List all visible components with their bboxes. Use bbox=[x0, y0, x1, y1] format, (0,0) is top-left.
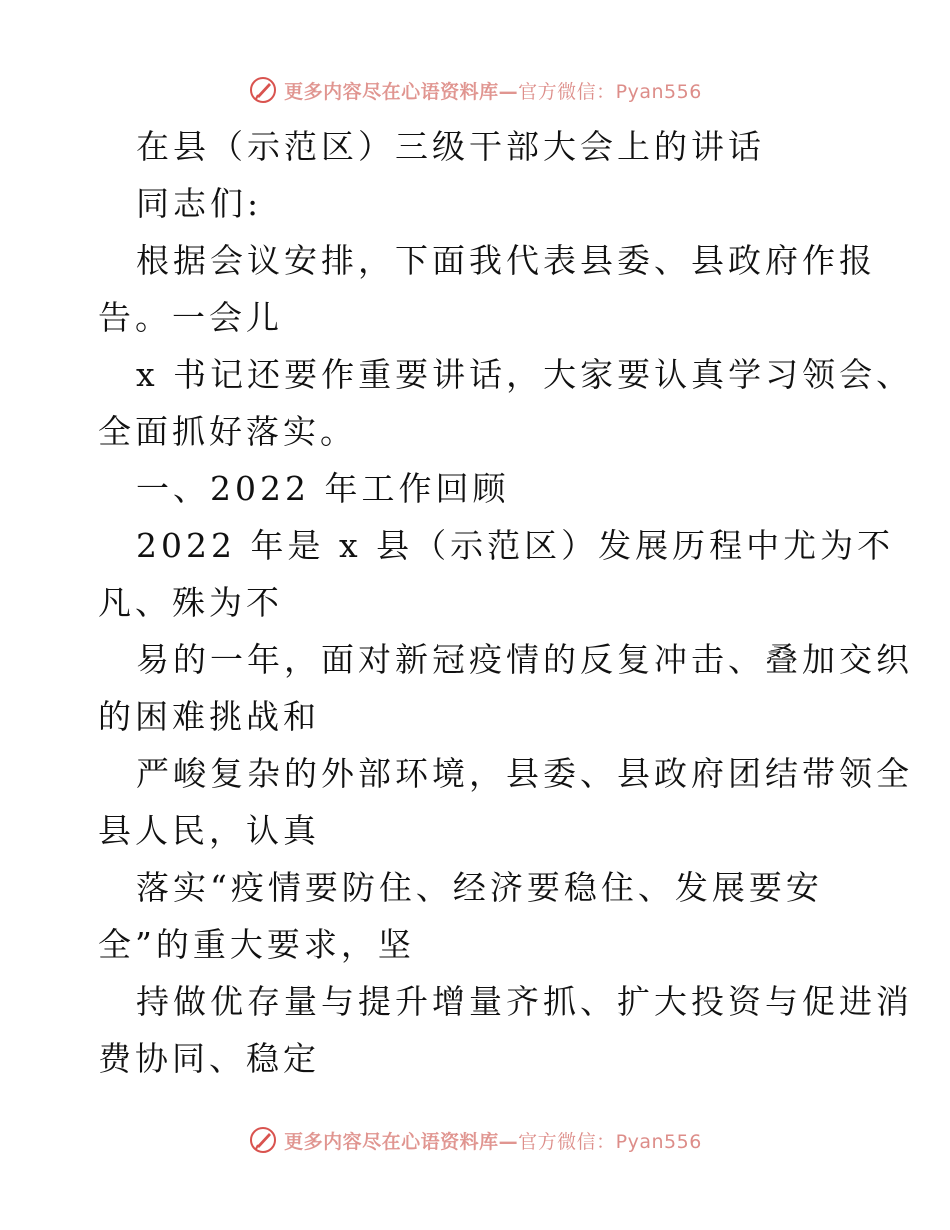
watermark-text: 更多内容尽在心语资料库—官方微信：Pyan556 bbox=[284, 1130, 702, 1153]
paragraph-line: x 书记还要作重要讲话，大家要认真学习领会、 bbox=[136, 355, 914, 394]
quill-pen-seal-icon bbox=[248, 1125, 278, 1155]
paragraph-line: 县人民，认真 bbox=[98, 811, 320, 850]
paragraph-line: 持做优存量与提升增量齐抓、扩大投资与促进消 bbox=[136, 982, 913, 1021]
watermark-header bbox=[0, 70, 950, 110]
paragraph-line: 全面抓好落实。 bbox=[98, 412, 357, 451]
quill-pen-seal-icon bbox=[248, 75, 278, 105]
paragraph-line: 告。一会儿 bbox=[98, 298, 283, 337]
section-heading: 一、2022 年工作回顾 bbox=[136, 469, 510, 508]
paragraph-line: 严峻复杂的外部环境，县委、县政府团结带领全 bbox=[136, 754, 913, 793]
paragraph-line: 2022 年是 x 县（示范区）发展历程中尤为不 bbox=[136, 526, 895, 565]
paragraph-line: 费协同、稳定 bbox=[98, 1039, 320, 1078]
document-body bbox=[98, 118, 914, 1087]
watermark-text: 更多内容尽在心语资料库—官方微信：Pyan556 bbox=[284, 80, 702, 103]
salutation: 同志们: bbox=[136, 184, 263, 223]
watermark-footer bbox=[0, 1120, 950, 1160]
paragraph-line: 全”的重大要求，坚 bbox=[98, 925, 415, 964]
paragraph-line: 凡、殊为不 bbox=[98, 583, 283, 622]
paragraph-line: 落实“疫情要防住、经济要稳住、发展要安 bbox=[136, 868, 823, 907]
paragraph-line: 根据会议安排，下面我代表县委、县政府作报 bbox=[136, 241, 876, 280]
paragraph-line: 的困难挑战和 bbox=[98, 697, 320, 736]
document-title: 在县（示范区）三级干部大会上的讲话 bbox=[136, 127, 765, 166]
paragraph-line: 易的一年，面对新冠疫情的反复冲击、叠加交织 bbox=[136, 640, 913, 679]
